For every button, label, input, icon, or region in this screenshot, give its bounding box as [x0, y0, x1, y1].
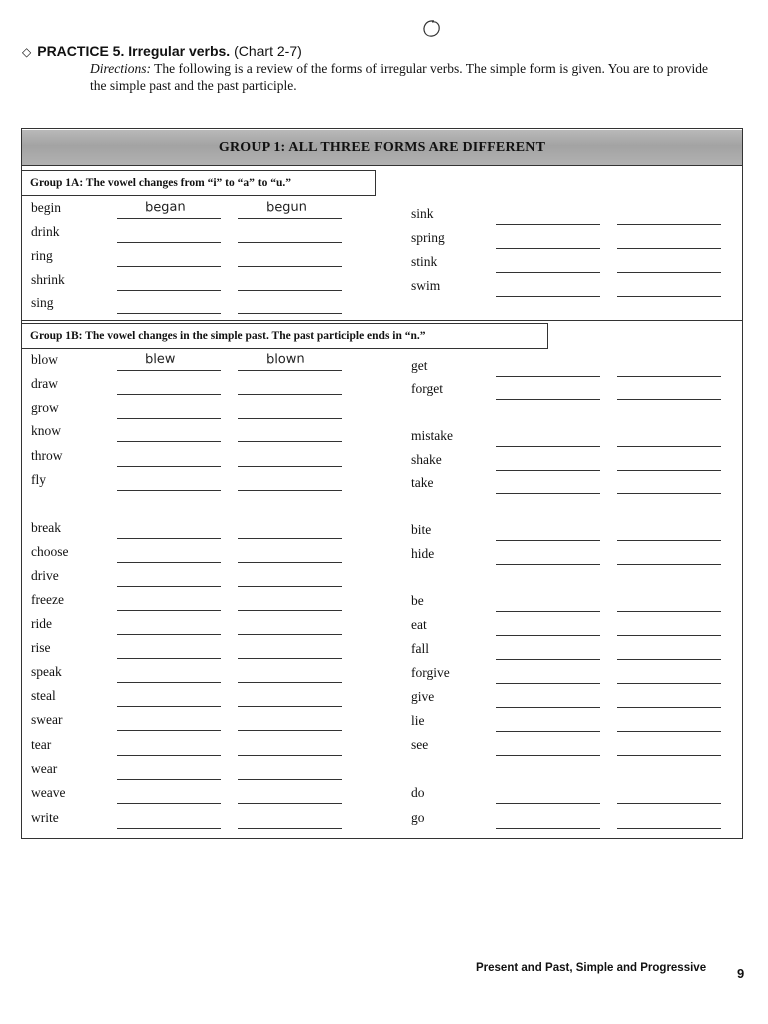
verb-simple-form: rise	[31, 640, 51, 655]
simple-past-blank[interactable]	[496, 493, 600, 494]
verb-simple-form: stink	[411, 254, 438, 269]
simple-past-blank[interactable]	[117, 730, 221, 731]
verb-simple-form: sing	[31, 295, 54, 310]
simple-past-blank[interactable]	[117, 313, 221, 314]
simple-past-blank[interactable]	[117, 394, 221, 395]
verb-simple-form: swim	[411, 278, 441, 293]
simple-past-blank[interactable]	[496, 707, 600, 708]
verb-simple-form: do	[411, 785, 425, 800]
verb-simple-form: throw	[31, 448, 63, 463]
verb-simple-form: give	[411, 689, 435, 704]
simple-past-blank[interactable]	[496, 564, 600, 565]
simple-past-blank[interactable]	[496, 803, 600, 804]
simple-past-blank[interactable]	[496, 248, 600, 249]
past-participle-blank[interactable]	[238, 730, 342, 731]
past-participle-blank[interactable]	[617, 248, 721, 249]
simple-past-blank[interactable]	[117, 682, 221, 683]
past-participle-blank[interactable]	[617, 611, 721, 612]
simple-past-blank[interactable]	[496, 540, 600, 541]
past-participle-blank[interactable]	[238, 803, 342, 804]
handwritten-answer: begun	[265, 199, 308, 216]
simple-past-blank[interactable]	[117, 803, 221, 804]
simple-past-blank[interactable]	[117, 466, 221, 467]
past-participle-blank[interactable]	[238, 562, 342, 563]
group-1-title: GROUP 1: ALL THREE FORMS ARE DIFFERENT	[218, 139, 546, 155]
past-participle-blank[interactable]	[617, 683, 721, 684]
verb-simple-form: be	[411, 593, 424, 608]
past-participle-blank[interactable]	[617, 564, 721, 565]
pencil-mark-circle	[420, 18, 442, 40]
past-participle-blank[interactable]	[238, 394, 342, 395]
past-participle-blank[interactable]	[238, 418, 342, 419]
verb-simple-form: go	[411, 810, 425, 825]
simple-past-blank[interactable]	[117, 610, 221, 611]
verb-simple-form: lie	[411, 713, 425, 728]
verb-simple-form: forget	[411, 381, 443, 396]
verb-simple-form: see	[411, 737, 429, 752]
directions-text: The following is a review of the forms of irregular verbs. The simple form is given. You are to provide the simple past and the past participle.	[90, 61, 709, 93]
handwritten-answer: blew	[144, 351, 176, 368]
past-participle-blank[interactable]	[617, 659, 721, 660]
simple-past-blank[interactable]	[117, 658, 221, 659]
past-participle-blank[interactable]	[617, 707, 721, 708]
verb-simple-form: steal	[31, 688, 56, 703]
handwritten-answer: blown	[265, 351, 305, 368]
directions-label: Directions:	[90, 61, 151, 76]
past-participle-blank[interactable]	[238, 755, 342, 756]
simple-past-blank[interactable]	[117, 218, 221, 219]
past-participle-blank[interactable]	[238, 610, 342, 611]
simple-past-blank[interactable]	[496, 755, 600, 756]
past-participle-blank[interactable]	[238, 682, 342, 683]
simple-past-blank[interactable]	[496, 635, 600, 636]
past-participle-blank[interactable]	[238, 313, 342, 314]
diamond-icon: ◇	[22, 45, 32, 59]
simple-past-blank[interactable]	[117, 755, 221, 756]
past-participle-blank[interactable]	[238, 290, 342, 291]
verb-simple-form: break	[31, 520, 61, 535]
past-participle-blank[interactable]	[238, 242, 342, 243]
simple-past-blank[interactable]	[117, 779, 221, 780]
past-participle-blank[interactable]	[617, 803, 721, 804]
simple-past-blank[interactable]	[117, 634, 221, 635]
handwritten-answer: began	[144, 199, 186, 216]
simple-past-blank[interactable]	[117, 706, 221, 707]
past-participle-blank[interactable]	[617, 731, 721, 732]
simple-past-blank[interactable]	[117, 538, 221, 539]
past-participle-blank[interactable]	[238, 218, 342, 219]
verb-simple-form: begin	[31, 200, 61, 215]
past-participle-blank[interactable]	[617, 224, 721, 225]
verb-simple-form: ride	[31, 616, 52, 631]
verb-simple-form: sink	[411, 206, 434, 221]
group-divider	[22, 320, 742, 321]
simple-past-blank[interactable]	[117, 490, 221, 491]
verb-simple-form: choose	[31, 544, 69, 559]
verb-simple-form: blow	[31, 352, 58, 367]
past-participle-blank[interactable]	[238, 466, 342, 467]
verb-simple-form: know	[31, 423, 61, 438]
verb-simple-form: shrink	[31, 272, 65, 287]
past-participle-blank[interactable]	[238, 490, 342, 491]
directions	[90, 60, 720, 94]
verb-simple-form: drink	[31, 224, 60, 239]
past-participle-blank[interactable]	[617, 296, 721, 297]
page-number: 9	[737, 966, 745, 981]
group-1-header	[22, 130, 742, 166]
chart-reference: (Chart 2-7)	[234, 43, 302, 59]
simple-past-blank[interactable]	[496, 446, 600, 447]
past-participle-blank[interactable]	[617, 376, 721, 377]
verb-simple-form: wear	[31, 761, 58, 776]
verb-simple-form: draw	[31, 376, 58, 391]
verb-simple-form: speak	[31, 664, 62, 679]
past-participle-blank[interactable]	[238, 658, 342, 659]
simple-past-blank[interactable]	[496, 399, 600, 400]
practice-number: PRACTICE 5.	[37, 43, 125, 59]
simple-past-blank[interactable]	[496, 296, 600, 297]
verb-simple-form: drive	[31, 568, 59, 583]
past-participle-blank[interactable]	[617, 493, 721, 494]
simple-past-blank[interactable]	[496, 828, 600, 829]
simple-past-blank[interactable]	[496, 611, 600, 612]
past-participle-blank[interactable]	[617, 446, 721, 447]
verb-simple-form: spring	[411, 230, 445, 245]
verb-simple-form: tear	[31, 737, 52, 752]
verb-simple-form: freeze	[31, 592, 64, 607]
simple-past-blank[interactable]	[117, 370, 221, 371]
verb-simple-form: hide	[411, 546, 435, 561]
past-participle-blank[interactable]	[238, 586, 342, 587]
past-participle-blank[interactable]	[617, 755, 721, 756]
group-1a-label: Group 1A: The vowel changes from “i” to “a” to “u.”	[22, 170, 376, 196]
past-participle-blank[interactable]	[617, 828, 721, 829]
past-participle-blank[interactable]	[238, 706, 342, 707]
simple-past-blank[interactable]	[117, 266, 221, 267]
simple-past-blank[interactable]	[117, 242, 221, 243]
past-participle-blank[interactable]	[238, 441, 342, 442]
simple-past-blank[interactable]	[117, 418, 221, 419]
simple-past-blank[interactable]	[117, 828, 221, 829]
verb-simple-form: write	[31, 810, 59, 825]
past-participle-blank[interactable]	[238, 828, 342, 829]
verb-simple-form: swear	[31, 712, 63, 727]
verb-simple-form: weave	[31, 785, 66, 800]
past-participle-blank[interactable]	[238, 634, 342, 635]
past-participle-blank[interactable]	[617, 470, 721, 471]
verb-simple-form: fly	[31, 472, 46, 487]
past-participle-blank[interactable]	[238, 266, 342, 267]
verb-simple-form: get	[411, 358, 428, 373]
simple-past-blank[interactable]	[496, 376, 600, 377]
verb-simple-form: bite	[411, 522, 432, 537]
past-participle-blank[interactable]	[617, 399, 721, 400]
verb-simple-form: forgive	[411, 665, 450, 680]
past-participle-blank[interactable]	[617, 272, 721, 273]
verb-simple-form: fall	[411, 641, 429, 656]
verb-simple-form: take	[411, 475, 434, 490]
past-participle-blank[interactable]	[238, 779, 342, 780]
verb-simple-form: shake	[411, 452, 442, 467]
verb-simple-form: mistake	[411, 428, 453, 443]
group-1b-label: Group 1B: The vowel changes in the simple past. The past participle ends in “n.”	[22, 323, 548, 349]
verb-simple-form: grow	[31, 400, 59, 415]
simple-past-blank[interactable]	[117, 586, 221, 587]
simple-past-blank[interactable]	[496, 272, 600, 273]
simple-past-blank[interactable]	[117, 290, 221, 291]
simple-past-blank[interactable]	[496, 731, 600, 732]
simple-past-blank[interactable]	[496, 470, 600, 471]
verb-simple-form: ring	[31, 248, 53, 263]
past-participle-blank[interactable]	[238, 538, 342, 539]
practice-topic: Irregular verbs.	[128, 43, 231, 59]
exercise-table	[21, 128, 743, 839]
simple-past-blank[interactable]	[117, 441, 221, 442]
simple-past-blank[interactable]	[496, 224, 600, 225]
simple-past-blank[interactable]	[496, 683, 600, 684]
simple-past-blank[interactable]	[117, 562, 221, 563]
past-participle-blank[interactable]	[238, 370, 342, 371]
verb-simple-form: eat	[411, 617, 427, 632]
practice-title	[22, 43, 302, 59]
footer-title: Present and Past, Simple and Progressive	[476, 962, 707, 974]
simple-past-blank[interactable]	[496, 659, 600, 660]
past-participle-blank[interactable]	[617, 540, 721, 541]
past-participle-blank[interactable]	[617, 635, 721, 636]
